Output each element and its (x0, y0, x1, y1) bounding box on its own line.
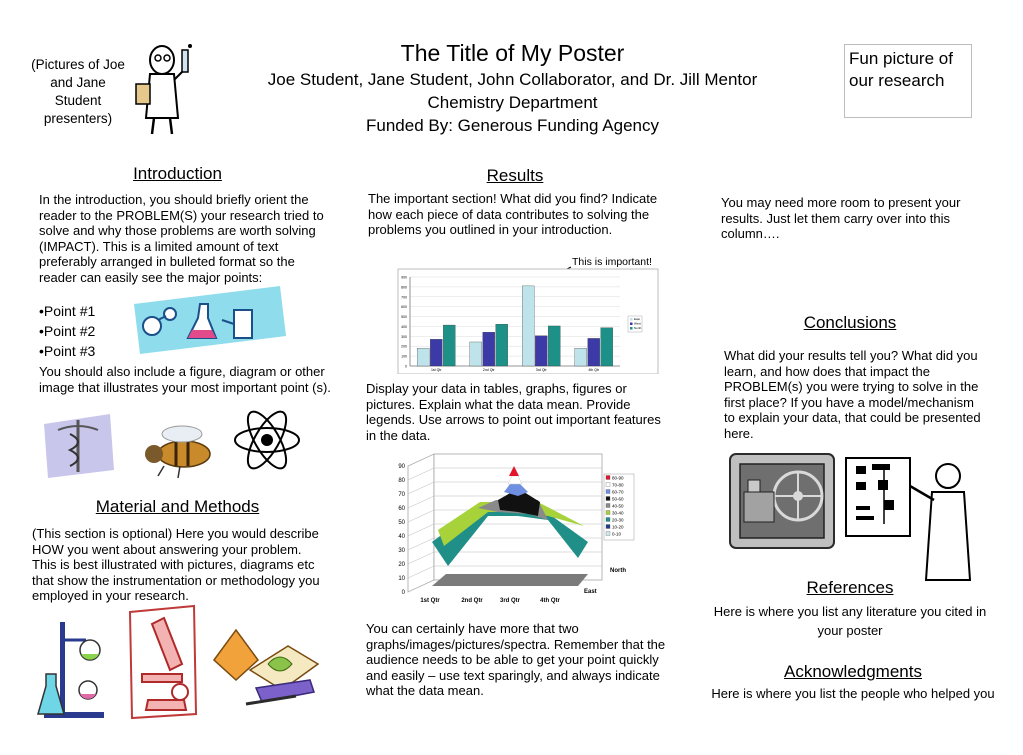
presenter-with-diagram-clipart (844, 454, 978, 584)
acknowledgments-text: Here is where you list the people who helped you (711, 686, 995, 701)
scientist-clipart (128, 40, 200, 138)
display-data-text: Display your data in tables, graphs, figures or pictures. Explain what the data mean. Provide legends. Use arrows to point out important features in the data. (366, 381, 661, 443)
results-heading: Results (486, 166, 544, 185)
legend-label: 60-70 (612, 489, 624, 495)
bar-chart (390, 252, 660, 374)
department: Chemistry Department (427, 93, 598, 112)
legend-swatch (606, 525, 610, 529)
list-item: • Point #3 (39, 341, 119, 361)
presenters-photo-placeholder: (Pictures of Joe and Jane Student presenters) (31, 57, 125, 126)
legend-swatch (606, 504, 610, 508)
area-chart-legend (604, 474, 634, 540)
conclusions-heading: Conclusions (803, 313, 897, 332)
side-wall (408, 454, 434, 592)
funding-line: Funded By: Generous Funding Agency (366, 116, 659, 135)
methods-text: (This section is optional) Here you would describe HOW you went about answering your problem. This is best illustrated with pictures, diagrams etc that show the instrumentation or methodology you employed in your research. (32, 526, 320, 603)
more-graphs-text: You can certainly have more that two graphs/images/pictures/spectra. Remember that the audience needs to be able to get your point quickly and easily – use text sparingly, and always indicate what the data mean. (366, 621, 666, 698)
axis-series-east: East (584, 589, 597, 595)
acknowledgments-heading: Acknowledgments (784, 662, 922, 681)
bar-chart-legend (628, 316, 642, 332)
legend-swatch (606, 511, 610, 515)
legend-label: West (634, 321, 641, 326)
introduction-heading: Introduction (133, 164, 222, 183)
legend-swatch (606, 518, 610, 522)
bar (522, 286, 534, 366)
bar (575, 348, 587, 366)
fun-picture-label: Fun picture of our research (849, 49, 953, 90)
legend-label: East (634, 317, 641, 321)
results-carry-over-text: You may need more room to present your results. Just let them carry over into this column…. (721, 195, 961, 241)
machinery-photo-clipart (728, 452, 838, 552)
x-tick-label: 4th Qtr (540, 598, 560, 604)
y-tick-label: 50 (398, 520, 405, 526)
x-tick-label: 3rd Qtr (499, 598, 521, 604)
y-tick-label: 0 (401, 590, 405, 596)
introduction-text: In the introduction, you should briefly orient the reader to the PROBLEM(S) your research tried to solve and why those problems are worth solving (IMPACT). This is a limited amount of text preferably arranged in bulleted format so the reader can easily see the major points: (39, 192, 324, 285)
bar (535, 336, 547, 366)
legend-label: 30-40 (612, 510, 624, 516)
y-tick-label: 300 (401, 334, 407, 339)
bar (483, 332, 495, 366)
x-tick-label: 4th Qtr (588, 368, 600, 372)
bar (470, 342, 482, 366)
book-and-leaves-clipart (206, 620, 326, 712)
references-text: Here is where you list any literature you cited in your poster (713, 604, 987, 638)
y-tick-label: 30 (398, 548, 405, 554)
y-tick-label: 500 (401, 315, 407, 320)
x-tick-label: 1st Qtr (430, 368, 442, 372)
legend-swatch (606, 476, 610, 480)
y-tick-label: 700 (401, 295, 407, 300)
x-tick-label: 3rd Qtr (535, 368, 547, 372)
bar (417, 348, 429, 366)
floor-plane (432, 574, 588, 586)
atom-icon (232, 402, 302, 478)
y-tick-label: 20 (398, 562, 405, 568)
legend-label: 70-80 (612, 482, 624, 488)
chemistry-equipment-clipart (130, 284, 288, 356)
y-tick-label: 900 (401, 275, 407, 280)
y-tick-label: 60 (398, 506, 405, 512)
legend-label: 80-90 (612, 475, 624, 481)
bee-clipart (130, 414, 226, 480)
y-tick-label: 10 (398, 576, 405, 582)
area-chart-axes (408, 454, 602, 592)
y-tick-label: 600 (401, 305, 407, 310)
figure-instructions: You should also include a figure, diagram or other image that illustrates your most important point (s). (39, 364, 331, 395)
y-tick-label: 400 (401, 324, 407, 329)
references-heading: References (806, 578, 894, 597)
legend-label: North (634, 326, 642, 330)
y-tick-label: 40 (398, 534, 405, 540)
conclusions-text: What did your results tell you? What did you learn, and how does that impact the PROBLEM(s) you were trying to solve in the first place? If you have a model/mechanism to explain your data, that could be presented here. (724, 348, 981, 441)
bar (548, 326, 560, 366)
caduceus-clipart (34, 410, 120, 480)
bar (588, 338, 600, 366)
legend-label: 0-10 (612, 531, 622, 537)
microscope-clipart (124, 604, 200, 720)
results-text: The important section! What did you find? Indicate how each piece of data contributes to solving the problems you outlined in your introduction. (368, 191, 658, 237)
poster-title: The Title of My Poster (400, 40, 625, 66)
y-tick-label: 800 (401, 285, 407, 290)
bar (430, 339, 442, 366)
legend-label: 10-20 (612, 524, 624, 530)
legend-label: 20-30 (612, 517, 624, 523)
y-tick-label: 80 (398, 478, 405, 484)
lab-apparatus-clipart (30, 616, 110, 720)
legend-label: 50-60 (612, 496, 624, 502)
introduction-points (39, 301, 119, 361)
y-tick-label: 200 (401, 344, 407, 349)
y-tick-label: 100 (401, 354, 407, 359)
important-callout: This is important! (572, 256, 652, 268)
list-item: • Point #2 (39, 321, 119, 341)
fun-picture-placeholder (844, 44, 972, 118)
legend-swatch (606, 532, 610, 536)
y-tick-label: 70 (398, 492, 405, 498)
x-tick-label: 1st Qtr (420, 598, 440, 604)
author-list: Joe Student, Jane Student, John Collaborator, and Dr. Jill Mentor (267, 70, 758, 89)
methods-heading: Material and Methods (95, 497, 260, 516)
area-chart-3d (388, 446, 638, 606)
legend-swatch (630, 327, 633, 330)
list-item: • Point #1 (39, 301, 119, 321)
bar (496, 324, 508, 366)
legend-swatch (606, 490, 610, 494)
legend-label: 40-50 (612, 503, 624, 509)
legend-swatch (630, 323, 633, 326)
bar (601, 328, 613, 366)
y-tick-label: 90 (398, 464, 405, 470)
x-tick-label: 2nd Qtr (482, 368, 495, 372)
x-tick-label: 2nd Qtr (461, 598, 483, 604)
y-tick-label: 0 (405, 364, 407, 369)
legend-swatch (606, 497, 610, 501)
legend-swatch (606, 483, 610, 487)
legend-swatch (630, 318, 633, 321)
bar (443, 325, 455, 366)
axis-series-north: North (610, 568, 626, 574)
